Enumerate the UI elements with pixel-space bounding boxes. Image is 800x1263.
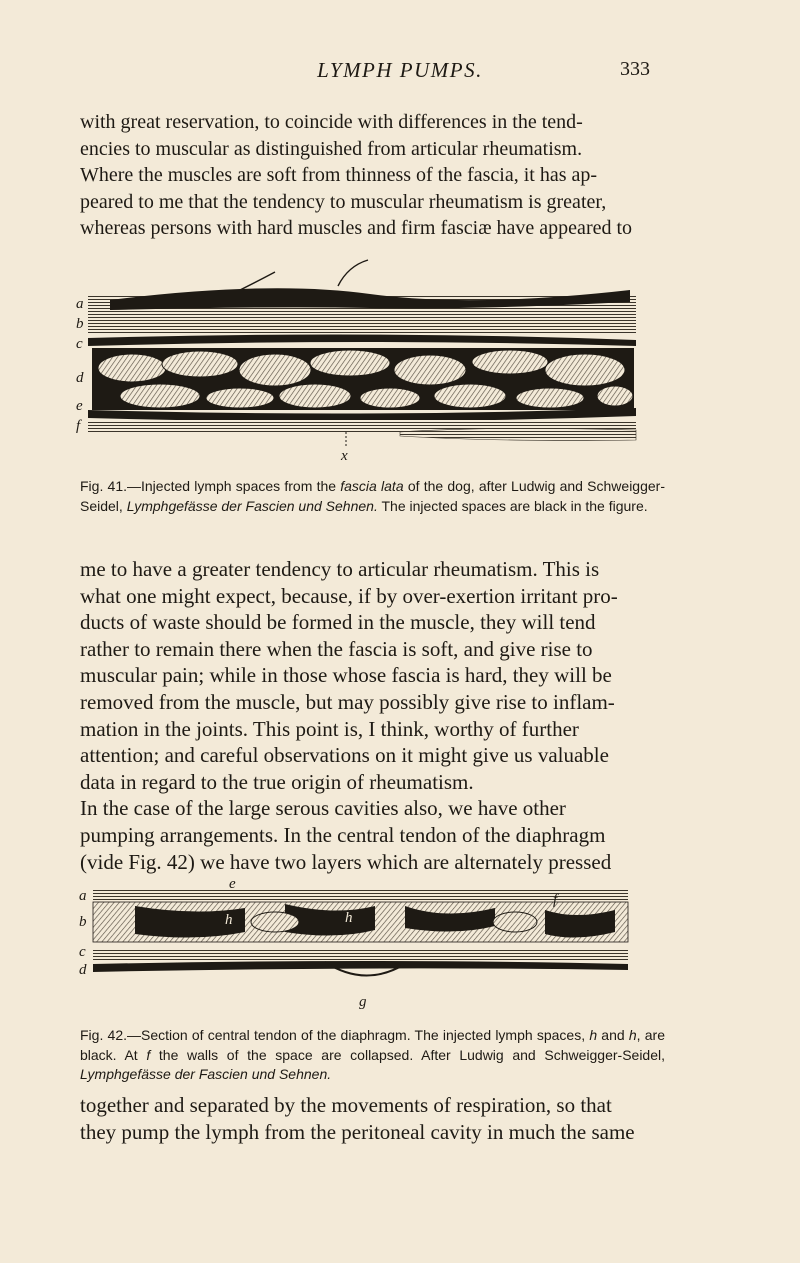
text-line: pumping arrangements. In the central tendon of the diaphragm [80,822,606,847]
label-f: f [553,892,558,908]
label-c: c [76,336,83,352]
label-a: a [76,296,84,312]
paragraph-1 [80,109,665,242]
layer-c [93,948,628,960]
text-line: Where the muscles are soft from thinness of the fascia, it has ap- [80,164,598,187]
label-b: b [76,316,84,332]
figure-41-fascia-illustration [70,250,650,462]
text-line: (vide Fig. 42) we have two layers which are alternately pressed [80,849,612,874]
running-title: LYMPH PUMPS. [317,58,483,82]
label-h-left: h [225,912,233,928]
text-line: attention; and careful observations on it might give us valuable [80,743,609,768]
label-f: f [76,418,81,434]
text-line: data in regard to the true origin of rheumatism. [80,769,474,794]
label-b: b [79,914,87,930]
figure-42-caption: Fig. 42.—Section of central tendon of the diaphragm. The injected lymph spaces, h and h, are black. At f the walls of the space are collapsed. After Ludwig and Schweigger-Seidel, Lymphgefässe der Fascien und Sehnen. [80,1027,665,1082]
label-c: c [79,944,86,960]
text-line: encies to muscular as distinguished from articular rheumatism. [80,137,583,160]
label-a: a [79,888,87,904]
text-line: peared to me that the tendency to muscular rheumatism is greater, [80,190,607,213]
text-line: ducts of waste should be formed in the muscle, they will tend [80,610,596,635]
text-line: removed from the muscle, but may possibly give rise to inflam- [80,689,615,714]
label-d: d [76,370,84,386]
label-e: e [76,398,83,414]
text-line: me to have a greater tendency to articular rheumatism. This is [80,557,600,581]
paragraph-2 [80,556,665,875]
text-line: muscular pain; while in those whose fascia is hard, they will be [80,663,612,688]
layer-b [88,320,636,334]
text-line: they pump the lymph from the peritoneal cavity in much the same [80,1119,635,1144]
layer-a [93,890,628,900]
label-h-right: h [345,910,353,926]
label-x: x [341,448,348,462]
page-header [0,58,800,88]
text-line: rather to remain there when the fascia is soft, and give rise to [80,636,593,661]
text-line: In the case of the large serous cavities also, we have other [80,796,566,821]
black-lymph-band-c [88,334,636,346]
layer-d [93,961,628,972]
text-line: whereas persons with hard muscles and firm fasciæ have appeared to [80,217,633,240]
label-e: e [229,880,236,892]
text-line: what one might expect, because, if by over-exertion irritant pro- [80,583,618,608]
label-d: d [79,962,87,978]
black-lymph-band-e [88,408,636,422]
page-number: 333 [620,58,650,80]
figure-42-diaphragm-illustration [75,880,645,1010]
text-line: together and separated by the movements of respiration, so that [80,1093,612,1117]
text-line: mation in the joints. This point is, I think, worthy of further [80,716,579,741]
paragraph-3 [80,1092,665,1145]
text-line: with great reservation, to coincide with differences in the tend- [80,111,583,133]
label-g: g [359,994,367,1010]
figure-41-caption: Fig. 41.—Injected lymph spaces from the fascia lata of the dog, after Ludwig and Schweigger-Seidel, Lymphgefässe der Fascien und Sehnen. The injected spaces are black in the figure. [80,478,665,514]
